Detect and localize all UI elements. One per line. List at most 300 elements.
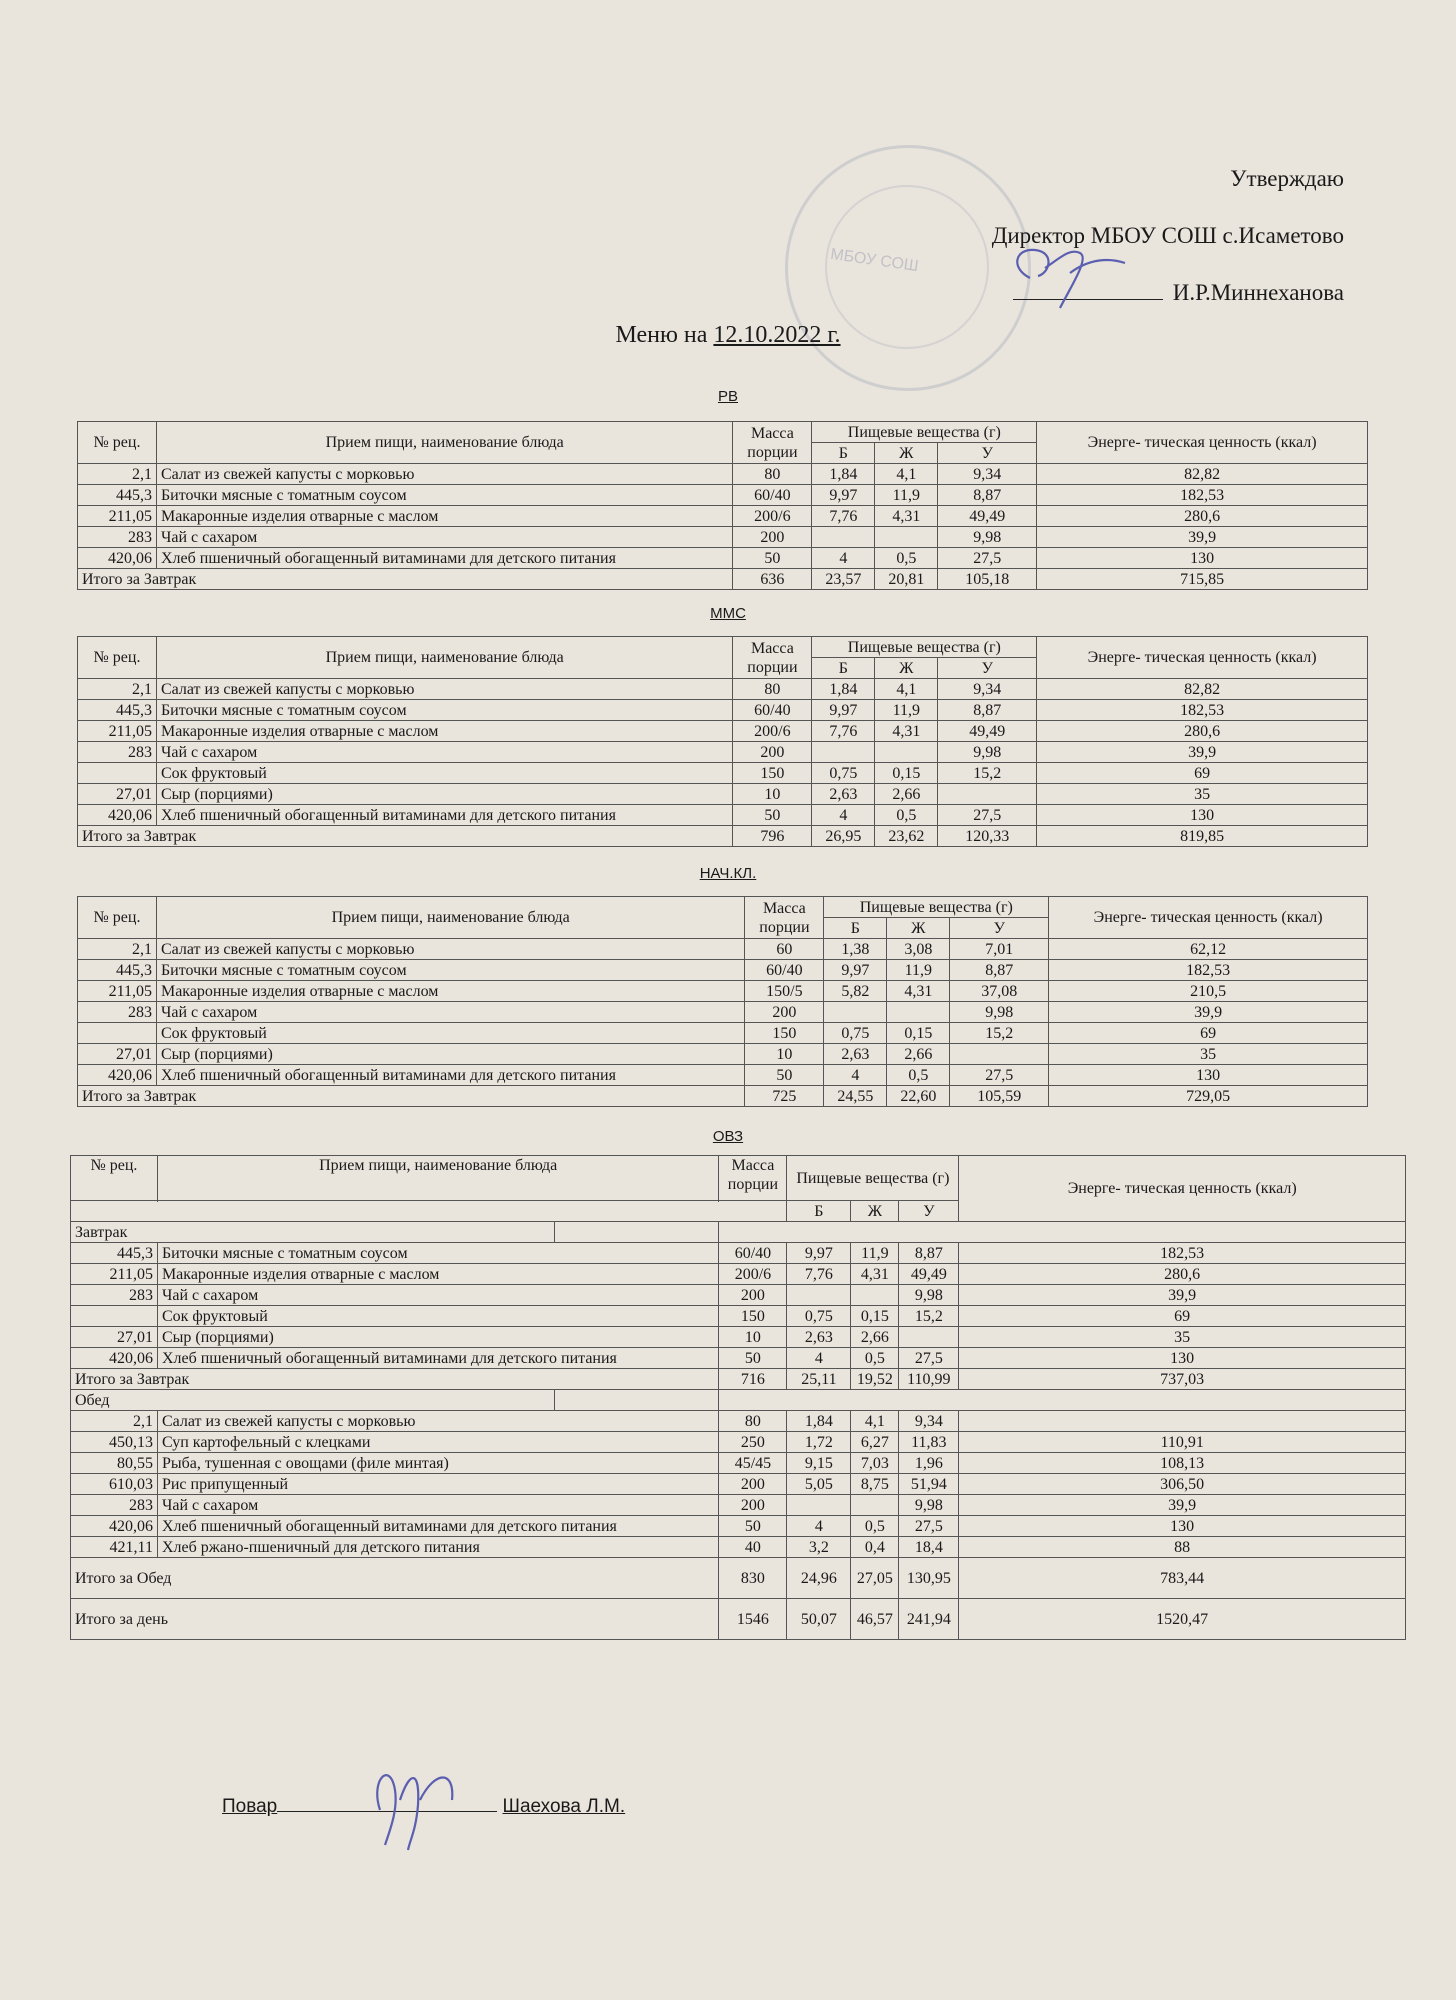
protein-value: 1,38 [824,939,887,960]
portion-mass: 200/6 [719,1264,787,1285]
protein-value: 1,84 [787,1411,851,1432]
table-row [71,1264,1406,1285]
table-row [71,1516,1406,1537]
dish-name: Рыба, тушенная с овощами (филе минтая) [157,1453,718,1474]
fat-value: 0,4 [851,1537,899,1558]
portion-mass: 40 [719,1537,787,1558]
total-row [78,1086,1368,1107]
total-energy: 819,85 [1037,826,1368,847]
total-fat: 19,52 [851,1369,899,1390]
table-row [78,939,1368,960]
dish-name: Чай с сахаром [156,527,732,548]
table-row [71,1348,1406,1369]
dish-name: Хлеб пшеничный обогащенный витаминами для детского питания [157,1516,718,1537]
total-row [71,1599,1406,1640]
recipe-code: 450,13 [71,1432,158,1453]
carb-value: 7,01 [950,939,1049,960]
col-b: Б [812,658,875,679]
portion-mass: 80 [733,679,812,700]
portion-mass: 50 [733,548,812,569]
protein-value: 0,75 [824,1023,887,1044]
portion-mass: 200 [733,527,812,548]
carb-value: 27,5 [938,548,1037,569]
section-label-ovz: ОВЗ [712,1128,744,1145]
carb-value: 49,49 [938,506,1037,527]
portion-mass: 50 [733,805,812,826]
fat-value: 7,03 [851,1453,899,1474]
table-row [78,742,1368,763]
table-row [78,485,1368,506]
dish-name: Салат из свежей капусты с морковью [157,1411,718,1432]
dish-name: Макаронные изделия отварные с маслом [157,1264,718,1285]
fat-value: 2,66 [875,784,938,805]
total-carb: 120,33 [938,826,1037,847]
fat-value: 11,9 [875,485,938,506]
carb-value: 27,5 [899,1516,959,1537]
carb-value: 9,98 [899,1495,959,1516]
total-label: Итого за Обед [71,1558,719,1599]
portion-mass: 50 [719,1516,787,1537]
total-carb: 130,95 [899,1558,959,1599]
carb-value: 37,08 [950,981,1049,1002]
portion-mass: 150 [733,763,812,784]
fat-value [887,1002,950,1023]
protein-value: 1,72 [787,1432,851,1453]
dish-name: Салат из свежей капусты с морковью [156,679,732,700]
dish-name: Чай с сахаром [156,1002,744,1023]
fat-value: 0,5 [851,1348,899,1369]
dish-name: Чай с сахаром [156,742,732,763]
total-fat: 27,05 [851,1558,899,1599]
fat-value: 0,15 [851,1306,899,1327]
fat-value: 4,1 [875,464,938,485]
total-fat: 20,81 [875,569,938,590]
dish-name: Хлеб пшеничный обогащенный витаминами для детского питания [156,805,732,826]
total-label: Итого за Завтрак [71,1369,719,1390]
dish-name: Макаронные изделия отварные с маслом [156,981,744,1002]
portion-mass: 200 [719,1495,787,1516]
carb-value: 9,34 [899,1411,959,1432]
total-carb: 105,59 [950,1086,1049,1107]
col-zh: Ж [875,658,938,679]
protein-value: 1,84 [812,679,875,700]
col-name: Прием пищи, наименование блюда [156,637,732,679]
fat-value: 0,15 [875,763,938,784]
energy-value: 130 [1049,1065,1368,1086]
director-name: И.Р.Миннеханова [1172,280,1344,305]
total-protein: 23,57 [812,569,875,590]
energy-value: 39,9 [959,1285,1406,1306]
energy-value: 62,12 [1049,939,1368,960]
portion-mass: 60 [745,939,824,960]
energy-value: 182,53 [1049,960,1368,981]
menu-table-mms [77,636,1368,847]
table-row [78,805,1368,826]
col-mass: Масса порции [719,1156,787,1201]
energy-value: 110,91 [959,1432,1406,1453]
approve-label: Утверждаю [1230,166,1344,191]
protein-value: 4 [824,1065,887,1086]
carb-value: 9,34 [938,679,1037,700]
fat-value: 0,5 [875,548,938,569]
total-fat: 23,62 [875,826,938,847]
table-row [78,784,1368,805]
energy-value: 182,53 [1037,700,1368,721]
total-energy: 729,05 [1049,1086,1368,1107]
col-u: У [938,658,1037,679]
table-row [71,1432,1406,1453]
meal-section-breakfast [71,1222,1406,1243]
recipe-code: 211,05 [78,506,157,527]
recipe-code: 445,3 [78,960,157,981]
recipe-code [78,763,157,784]
menu-table-ovz [70,1155,1406,1640]
fat-value: 0,15 [887,1023,950,1044]
protein-value [812,527,875,548]
carb-value: 18,4 [899,1537,959,1558]
dish-name: Рис припущенный [157,1474,718,1495]
energy-value: 69 [1049,1023,1368,1044]
carb-value: 9,98 [938,527,1037,548]
recipe-code: 420,06 [71,1516,158,1537]
portion-mass: 250 [719,1432,787,1453]
protein-value: 4 [787,1516,851,1537]
protein-value: 7,76 [812,506,875,527]
total-label: Итого за день [71,1599,719,1640]
blank-cell [719,1222,1406,1243]
portion-mass: 60/40 [719,1243,787,1264]
energy-value: 130 [1037,548,1368,569]
blank-cell [554,1390,719,1411]
table-row [71,1306,1406,1327]
recipe-code: 420,06 [78,805,157,826]
director-signature-icon [1000,228,1140,318]
total-protein: 26,95 [812,826,875,847]
recipe-code: 27,01 [78,1044,157,1065]
portion-mass: 150 [745,1023,824,1044]
portion-mass: 60/40 [745,960,824,981]
total-energy: 783,44 [959,1558,1406,1599]
recipe-code: 610,03 [71,1474,158,1495]
energy-value: 69 [959,1306,1406,1327]
col-energy: Энерге- тическая ценность (ккал) [1037,637,1368,679]
table-row [71,1411,1406,1432]
carb-value: 49,49 [899,1264,959,1285]
fat-value: 4,31 [851,1264,899,1285]
recipe-code: 283 [71,1285,158,1306]
recipe-code: 2,1 [78,679,157,700]
dish-name: Хлеб пшеничный обогащенный витаминами для детского питания [156,548,732,569]
recipe-code: 27,01 [78,784,157,805]
table-row [78,700,1368,721]
dish-name: Сыр (порциями) [157,1327,718,1348]
menu-date: 12.10.2022 г. [713,322,841,348]
recipe-code: 283 [78,527,157,548]
col-b: Б [824,918,887,939]
protein-value: 7,76 [812,721,875,742]
total-row [78,569,1368,590]
energy-value: 82,82 [1037,679,1368,700]
section-label-nachkl: НАЧ.КЛ. [699,865,757,882]
menu-title-prefix: Меню на [615,322,714,348]
energy-value: 182,53 [1037,485,1368,506]
col-b: Б [787,1201,851,1222]
protein-value: 5,05 [787,1474,851,1495]
total-protein: 24,55 [824,1086,887,1107]
energy-value: 35 [1037,784,1368,805]
carb-value: 9,98 [950,1002,1049,1023]
table-row [78,981,1368,1002]
recipe-code: 445,3 [71,1243,158,1264]
portion-mass: 60/40 [733,700,812,721]
table-row [78,548,1368,569]
col-energy: Энерге- тическая ценность (ккал) [959,1156,1406,1222]
fat-value [875,527,938,548]
recipe-code [78,1023,157,1044]
protein-value [787,1285,851,1306]
table-row [78,763,1368,784]
dish-name: Сок фруктовый [156,763,732,784]
col-name: Прием пищи, наименование блюда [157,1156,718,1201]
energy-value: 210,5 [1049,981,1368,1002]
energy-value [959,1411,1406,1432]
protein-value [787,1495,851,1516]
table-row [71,1474,1406,1495]
protein-value: 9,15 [787,1453,851,1474]
dish-name: Биточки мясные с томатным соусом [156,700,732,721]
dish-name: Сок фруктовый [157,1306,718,1327]
total-carb: 105,18 [938,569,1037,590]
fat-value [851,1285,899,1306]
total-mass: 830 [719,1558,787,1599]
carb-value: 27,5 [899,1348,959,1369]
fat-value: 11,9 [851,1243,899,1264]
protein-value: 9,97 [824,960,887,981]
energy-value: 280,6 [1037,506,1368,527]
carb-value: 8,87 [938,700,1037,721]
dish-name: Макаронные изделия отварные с маслом [156,506,732,527]
recipe-code [71,1306,158,1327]
col-code: № рец. [78,897,157,939]
energy-value: 82,82 [1037,464,1368,485]
energy-value: 35 [959,1327,1406,1348]
energy-value: 35 [1049,1044,1368,1065]
dish-name: Хлеб пшеничный обогащенный витаминами для детского питания [156,1065,744,1086]
dish-name: Сыр (порциями) [156,784,732,805]
energy-value: 280,6 [959,1264,1406,1285]
col-zh: Ж [851,1201,899,1222]
energy-value: 306,50 [959,1474,1406,1495]
dish-name: Салат из свежей капусты с морковью [156,464,732,485]
dish-name: Биточки мясные с томатным соусом [157,1243,718,1264]
menu-table-rv [77,421,1368,590]
dish-name: Суп картофельный с клецками [157,1432,718,1453]
table-row [71,1495,1406,1516]
col-mass: Масса порции [733,422,812,464]
protein-value: 5,82 [824,981,887,1002]
energy-value: 130 [959,1348,1406,1369]
total-row [71,1369,1406,1390]
total-fat: 22,60 [887,1086,950,1107]
total-fat: 46,57 [851,1599,899,1640]
fat-value: 2,66 [851,1327,899,1348]
col-energy: Энерге- тическая ценность (ккал) [1049,897,1368,939]
table-row [78,1002,1368,1023]
recipe-code: 420,06 [78,548,157,569]
portion-mass: 10 [745,1044,824,1065]
carb-value: 27,5 [950,1065,1049,1086]
col-spacer [71,1201,787,1222]
col-u: У [950,918,1049,939]
meal-label: Обед [71,1390,555,1411]
col-u: У [899,1201,959,1222]
col-name: Прием пищи, наименование блюда [156,897,744,939]
recipe-code: 445,3 [78,485,157,506]
fat-value: 3,08 [887,939,950,960]
dish-name: Биточки мясные с томатным соусом [156,485,732,506]
table-row [71,1537,1406,1558]
protein-value [812,742,875,763]
total-carb: 110,99 [899,1369,959,1390]
energy-value: 39,9 [1037,527,1368,548]
blank-cell [554,1222,719,1243]
portion-mass: 200 [745,1002,824,1023]
carb-value: 8,87 [899,1243,959,1264]
total-mass: 796 [733,826,812,847]
carb-value: 1,96 [899,1453,959,1474]
meal-section-lunch [71,1390,1406,1411]
carb-value: 11,83 [899,1432,959,1453]
col-nutrients: Пищевые вещества (г) [787,1156,959,1201]
carb-value: 8,87 [950,960,1049,981]
protein-value: 9,97 [787,1243,851,1264]
dish-name: Чай с сахаром [157,1285,718,1306]
col-zh: Ж [875,443,938,464]
table-row [78,527,1368,548]
col-code: № рец. [78,637,157,679]
protein-value: 9,97 [812,700,875,721]
total-label: Итого за Завтрак [78,569,733,590]
recipe-code: 2,1 [71,1411,158,1432]
section-label-rv: РВ [717,388,738,405]
protein-value: 1,84 [812,464,875,485]
portion-mass: 80 [733,464,812,485]
total-protein: 25,11 [787,1369,851,1390]
total-row [78,826,1368,847]
protein-value: 7,76 [787,1264,851,1285]
total-protein: 50,07 [787,1599,851,1640]
protein-value: 2,63 [812,784,875,805]
stamp-text: МБОУ СОШ [829,245,920,276]
total-mass: 636 [733,569,812,590]
energy-value: 69 [1037,763,1368,784]
protein-value: 4 [812,548,875,569]
energy-value: 182,53 [959,1243,1406,1264]
protein-value: 4 [787,1348,851,1369]
col-code: № рец. [78,422,157,464]
carb-value [938,784,1037,805]
portion-mass: 50 [719,1348,787,1369]
portion-mass: 80 [719,1411,787,1432]
portion-mass: 45/45 [719,1453,787,1474]
table-row [78,960,1368,981]
carb-value [899,1327,959,1348]
recipe-code: 80,55 [71,1453,158,1474]
table-row [71,1285,1406,1306]
cook-name: Шаехова Л.М. [502,1796,626,1817]
recipe-code: 2,1 [78,939,157,960]
total-label: Итого за Завтрак [78,1086,745,1107]
menu-table-nachkl [77,896,1368,1107]
fat-value: 4,1 [875,679,938,700]
table-row [78,464,1368,485]
table-row [71,1327,1406,1348]
total-energy: 737,03 [959,1369,1406,1390]
table-row [78,506,1368,527]
energy-value: 108,13 [959,1453,1406,1474]
energy-value: 280,6 [1037,721,1368,742]
portion-mass: 200 [733,742,812,763]
portion-mass: 60/40 [733,485,812,506]
recipe-code: 445,3 [78,700,157,721]
protein-value: 2,63 [824,1044,887,1065]
dish-name: Хлеб пшеничный обогащенный витаминами для детского питания [157,1348,718,1369]
portion-mass: 10 [719,1327,787,1348]
total-row [71,1558,1406,1599]
table-row [78,679,1368,700]
director-position: Директор МБОУ СОШ с.Исаметово [991,223,1344,248]
portion-mass: 150/5 [745,981,824,1002]
fat-value: 4,31 [875,506,938,527]
fat-value: 11,9 [887,960,950,981]
recipe-code: 283 [78,742,157,763]
fat-value: 8,75 [851,1474,899,1495]
carb-value: 15,2 [950,1023,1049,1044]
recipe-code: 420,06 [71,1348,158,1369]
col-energy: Энерге- тическая ценность (ккал) [1037,422,1368,464]
col-nutrients: Пищевые вещества (г) [812,637,1037,658]
table-row [71,1453,1406,1474]
protein-value: 0,75 [812,763,875,784]
carb-value: 15,2 [938,763,1037,784]
total-mass: 716 [719,1369,787,1390]
col-code: № рец. [71,1156,158,1201]
col-nutrients: Пищевые вещества (г) [812,422,1037,443]
table-row [78,721,1368,742]
table-row [78,1065,1368,1086]
carb-value [950,1044,1049,1065]
recipe-code: 420,06 [78,1065,157,1086]
blank-cell [719,1390,1406,1411]
total-mass: 1546 [719,1599,787,1640]
dish-name: Чай с сахаром [157,1495,718,1516]
menu-title [0,322,1456,349]
cook-signature-icon [360,1750,480,1860]
fat-value: 4,31 [887,981,950,1002]
dish-name: Салат из свежей капусты с морковью [156,939,744,960]
fat-value: 2,66 [887,1044,950,1065]
col-mass: Масса порции [733,637,812,679]
fat-value: 4,1 [851,1411,899,1432]
carb-value: 8,87 [938,485,1037,506]
portion-mass: 200/6 [733,721,812,742]
col-zh: Ж [887,918,950,939]
protein-value: 0,75 [787,1306,851,1327]
dish-name: Хлеб ржано-пшеничный для детского питания [157,1537,718,1558]
recipe-code: 283 [71,1495,158,1516]
portion-mass: 200/6 [733,506,812,527]
total-carb: 241,94 [899,1599,959,1640]
